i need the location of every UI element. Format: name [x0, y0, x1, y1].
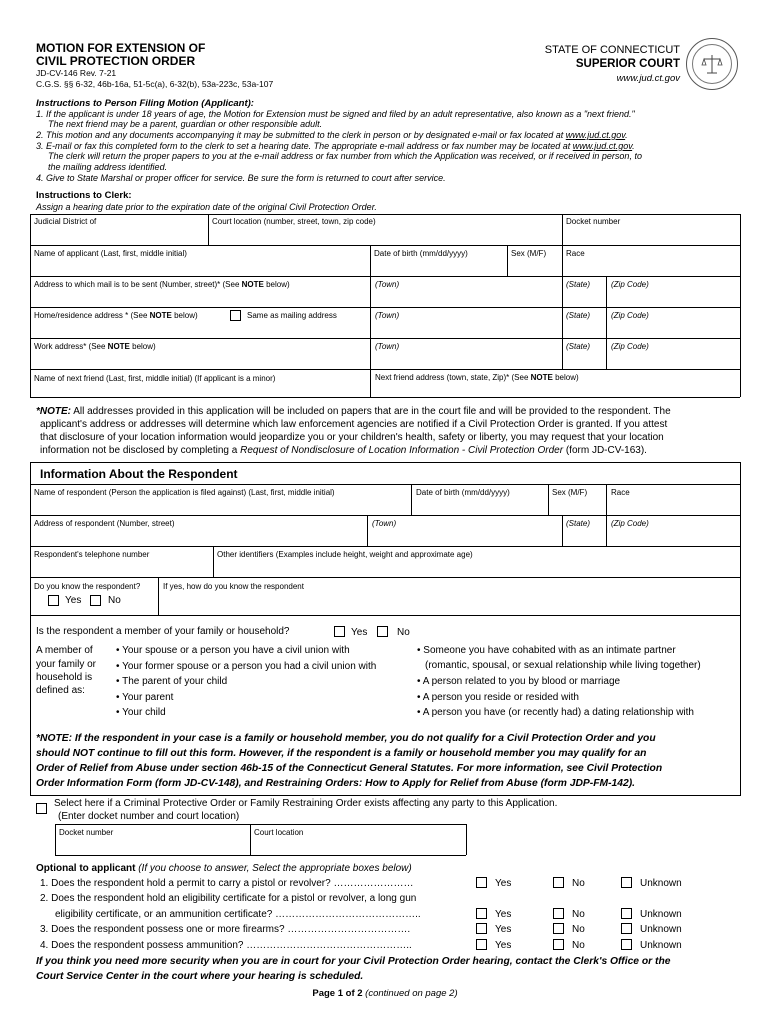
know-respondent-label: Do you know the respondent? — [34, 582, 141, 591]
q3-unknown-checkbox[interactable] — [621, 923, 632, 934]
clerk-text: Assign a hearing date prior to the expiration date of the original Civil Protection Order. — [36, 202, 377, 212]
mail-address-field[interactable] — [31, 290, 369, 306]
applicant-sex-label: Sex (M/F) — [511, 249, 547, 258]
q2-yes-label: Yes — [495, 909, 512, 920]
instruction-4: 4. Give to State Marshal or proper officer for service. Be sure the form is returned to court after service. — [36, 173, 446, 183]
q1-no-label: No — [572, 878, 585, 889]
q2-yes-checkbox[interactable] — [476, 908, 487, 919]
q3-unknown-label: Unknown — [640, 924, 682, 935]
respondent-dob-field[interactable] — [412, 498, 547, 514]
family-list-item: • Your parent — [116, 692, 174, 703]
home-address-label: Home/residence address * (See NOTE below) — [34, 311, 198, 320]
statutes: C.G.S. §§ 6-32, 46b-16a, 51-5c(a), 6-32(b), 53a-223c, 53a-107 — [36, 79, 274, 89]
mail-address-label: Address to which mail is to be sent (Number, street)* (See NOTE below) — [34, 280, 290, 289]
respondent-race-field[interactable] — [607, 498, 739, 514]
respondent-town-label: (Town) — [372, 519, 397, 528]
instruction-3c: the mailing address identified. — [48, 162, 168, 172]
respondent-state-label: (State) — [566, 519, 591, 528]
work-zip-label: (Zip Code) — [611, 342, 649, 351]
family-yes-label: Yes — [351, 627, 368, 638]
home-town-label: (Town) — [375, 311, 400, 320]
applicant-dob-field[interactable] — [371, 259, 506, 275]
instruction-3a: 3. E-mail or fax this completed form to the clerk to set a hearing date. The appropriate e-mail address or fax number may be located at www.jud.ct.gov. — [36, 141, 635, 151]
criminal-order-checkbox[interactable] — [36, 803, 47, 814]
home-state-label: (State) — [566, 311, 591, 320]
applicant-race-label: Race — [566, 249, 585, 258]
criminal-docket-label: Docket number — [59, 828, 114, 837]
optional-heading: Optional to applicant (If you choose to answer, Select the appropriate boxes below) — [36, 863, 412, 874]
member-def-line1: A member of — [36, 645, 93, 656]
q4-yes-label: Yes — [495, 940, 512, 951]
know-yes-checkbox[interactable] — [48, 595, 59, 606]
q3-no-label: No — [572, 924, 585, 935]
family-list-item: • Your spouse or a person you have a civil union with — [116, 645, 350, 656]
security-note-line1: If you think you need more security when you are in court for your Civil Protection Order hearing, contact the Clerk's Office or the — [36, 956, 671, 967]
respondent-race-label: Race — [611, 488, 630, 497]
q1-unknown-checkbox[interactable] — [621, 877, 632, 888]
family-list-item: (romantic, spousal, or sexual relationship while living together) — [425, 660, 701, 671]
firearm-question-2b: eligibility certificate, or an ammunition certificate? …………………………………….. — [55, 909, 421, 920]
home-zip-label: (Zip Code) — [611, 311, 649, 320]
docket-number-field[interactable] — [563, 228, 739, 244]
q2-unknown-checkbox[interactable] — [621, 908, 632, 919]
applicant-dob-label: Date of birth (mm/dd/yyyy) — [374, 249, 468, 258]
respondent-name-field[interactable] — [32, 498, 410, 514]
next-friend-address-label: Next friend address (town, state, Zip)* (See NOTE below) — [375, 373, 579, 382]
court-name: SUPERIOR COURT — [575, 58, 680, 70]
firearm-question-2a: 2. Does the respondent hold an eligibility certificate for a pistol or revolver, a long gun — [40, 893, 417, 904]
clerk-heading: Instructions to Clerk: — [36, 190, 132, 201]
note-line2: applicant's address or addresses will determine which law enforcement agencies are notified if a Civil Protection Order is granted. If you attest — [40, 419, 668, 430]
respondent-address-label: Address of respondent (Number, street) — [34, 519, 175, 528]
court-location-label: Court location (number, street, town, zip code) — [212, 217, 376, 226]
firearm-question-1: 1. Does the respondent hold a permit to carry a pistol or revolver? …………………… — [40, 878, 414, 889]
q3-no-checkbox[interactable] — [553, 923, 564, 934]
jud-link-2[interactable]: www.jud.ct.gov — [572, 141, 633, 151]
applicant-name-field[interactable] — [31, 259, 369, 275]
court-seal-icon — [686, 38, 738, 90]
security-note-line2: Court Service Center in the court where your hearing is scheduled. — [36, 971, 364, 982]
q1-unknown-label: Unknown — [640, 878, 682, 889]
family-no-checkbox[interactable] — [377, 626, 388, 637]
form-title-line2: CIVIL PROTECTION ORDER — [36, 54, 196, 68]
criminal-location-label: Court location — [254, 828, 304, 837]
same-as-mailing-checkbox[interactable] — [230, 310, 241, 321]
know-yes-label: Yes — [65, 595, 82, 606]
know-how-label: If yes, how do you know the respondent — [163, 582, 304, 591]
work-address-label: Work address* (See NOTE below) — [34, 342, 156, 351]
applicant-name-label: Name of applicant (Last, first, middle initial) — [34, 249, 187, 258]
mail-town-label: (Town) — [375, 280, 400, 289]
respondent-zip-label: (Zip Code) — [611, 519, 649, 528]
form-id: JD-CV-146 Rev. 7-21 — [36, 68, 117, 78]
q4-yes-checkbox[interactable] — [476, 939, 487, 950]
note-line4: information not be disclosed by completing a Request of Nondisclosure of Location Information - Civil Protection Order (form JD-CV-163). — [40, 445, 647, 456]
docket-number-label: Docket number — [566, 217, 621, 226]
know-no-checkbox[interactable] — [90, 595, 101, 606]
jud-link-1[interactable]: www.jud.ct.gov — [565, 130, 626, 140]
firearm-question-4: 4. Does the respondent possess ammunition? ………………………………………….. — [40, 940, 412, 951]
mail-state-label: (State) — [566, 280, 591, 289]
family-question: Is the respondent a member of your family or household? — [36, 626, 290, 637]
respondent-sex-field[interactable] — [549, 498, 605, 514]
work-town-label: (Town) — [375, 342, 400, 351]
family-list-item: • The parent of your child — [116, 676, 228, 687]
member-def-line2: your family or — [36, 659, 97, 670]
respondent-name-label: Name of respondent (Person the application is filed against) (Last, first, middle initial) — [34, 488, 335, 497]
q2-no-checkbox[interactable] — [553, 908, 564, 919]
instructions-heading: Instructions to Person Filing Motion (Applicant): — [36, 98, 254, 109]
respondent-identifiers-label: Other identifiers (Examples include height, weight and approximate age) — [217, 550, 473, 559]
know-no-label: No — [108, 595, 121, 606]
mail-zip-label: (Zip Code) — [611, 280, 649, 289]
state-name: STATE OF CONNECTICUT — [544, 44, 680, 56]
page-number: Page 1 of 2 (continued on page 2) — [312, 988, 458, 999]
family-list-item: • Someone you have cohabited with as an intimate partner — [417, 645, 676, 656]
work-state-label: (State) — [566, 342, 591, 351]
website: www.jud.ct.gov — [616, 73, 680, 84]
criminal-location-field[interactable] — [251, 838, 465, 854]
respondent-dob-label: Date of birth (mm/dd/yyyy) — [416, 488, 510, 497]
member-def-line3: household is — [36, 672, 93, 683]
instruction-1b: The next friend may be a parent, guardian or other responsible adult. — [48, 119, 323, 129]
q1-no-checkbox[interactable] — [553, 877, 564, 888]
note-line1: *NOTE: All addresses provided in this application will be included on papers that are in the court file and will be provided to the respondent. The — [36, 406, 671, 417]
respondent-address-field[interactable] — [32, 529, 366, 545]
respondent-phone-field[interactable] — [32, 560, 212, 576]
family-no-label: No — [397, 627, 410, 638]
applicant-race-field[interactable] — [563, 259, 739, 275]
applicant-sex-field[interactable] — [508, 259, 561, 275]
criminal-docket-field[interactable] — [56, 838, 249, 854]
instruction-1a: 1. If the applicant is under 18 years of age, the Motion for Extension must be signed and filed by an adult representative, also known as a "next friend." — [36, 109, 635, 119]
form-title-line1: MOTION FOR EXTENSION OF — [36, 41, 206, 55]
member-def-line4: defined as: — [36, 685, 85, 696]
instruction-2: 2. This motion and any documents accompanying it may be submitted to the clerk in person or by designated e-mail or fax located at www.jud.ct.gov. — [36, 130, 628, 140]
note-line3: that disclosure of your location information would jeopardize you or your children's health, safety or liberty, you may request that your location — [40, 432, 664, 443]
judicial-district-field[interactable] — [31, 228, 207, 244]
respondent-phone-label: Respondent's telephone number — [34, 550, 150, 559]
q2-unknown-label: Unknown — [640, 909, 682, 920]
q3-yes-label: Yes — [495, 924, 512, 935]
family-warning: *NOTE: If the respondent in your case is a family or household member, you do not qualify for a Civil Protection Order and you should NOT continue to fill out this form. However, if the respondent is a family or household member you may qualify for an Order of Relief from Abuse under section 46b-15 of the Connecticut General Statutes. For more information, see Civil Protection Order Information Form (form JD-CV-148), and Restraining Orders: How to Apply for Relief from Abuse (form JDP-FM-142). — [36, 733, 663, 789]
q1-yes-label: Yes — [495, 878, 512, 889]
q1-yes-checkbox[interactable] — [476, 877, 487, 888]
family-list-item: • A person you reside or resided with — [417, 692, 579, 703]
same-as-mailing-label: Same as mailing address — [247, 311, 337, 320]
family-list-item: • A person you have (or recently had) a dating relationship with — [417, 707, 694, 718]
next-friend-name-label: Name of next friend (Last, first, middle initial) (If applicant is a minor) — [34, 374, 276, 383]
q4-unknown-checkbox[interactable] — [621, 939, 632, 950]
q4-no-checkbox[interactable] — [553, 939, 564, 950]
criminal-order-line2: (Enter docket number and court location) — [58, 811, 240, 822]
q3-yes-checkbox[interactable] — [476, 923, 487, 934]
criminal-order-line1: Select here if a Criminal Protective Order or Family Restraining Order exists affecting any party to this Application. — [54, 798, 558, 809]
family-list-item: • Your former spouse or a person you had a civil union with — [116, 661, 377, 672]
family-yes-checkbox[interactable] — [334, 626, 345, 637]
firearm-question-3: 3. Does the respondent possess one or more firearms? ………………………………. — [40, 924, 411, 935]
q4-no-label: No — [572, 940, 585, 951]
q4-unknown-label: Unknown — [640, 940, 682, 951]
judicial-district-label: Judicial District of — [34, 217, 97, 226]
family-list-item: • Your child — [116, 707, 166, 718]
court-location-field[interactable] — [209, 228, 561, 244]
know-how-field[interactable] — [159, 592, 739, 614]
respondent-heading: Information About the Respondent — [40, 467, 238, 481]
respondent-identifiers-field[interactable] — [214, 560, 739, 576]
respondent-sex-label: Sex (M/F) — [552, 488, 588, 497]
q2-no-label: No — [572, 909, 585, 920]
family-list-item: • A person related to you by blood or marriage — [417, 676, 621, 687]
instruction-3b: The clerk will return the proper papers to you at the e-mail address or fax number from which the Application was received, or if received in person, to — [48, 151, 642, 161]
